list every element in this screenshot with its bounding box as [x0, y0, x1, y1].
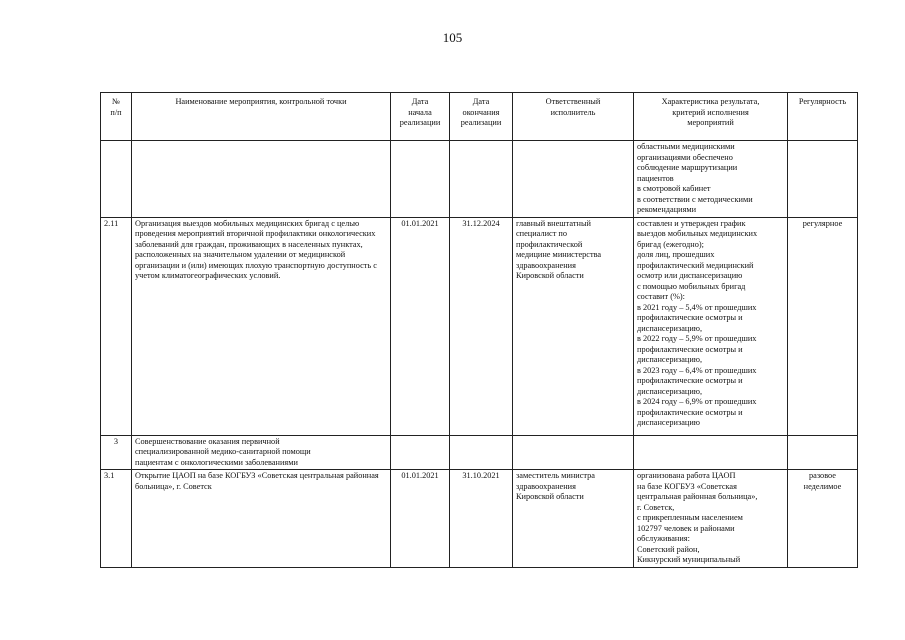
- row-result: организована работа ЦАОП на базе КОГБУЗ «Советская центральная районная больница», г. Советск, с прикрепленным населением 102797 человек и районами обслуживания: Советский район, Кикнурский муниципальный: [634, 470, 788, 568]
- table-row: [101, 470, 858, 568]
- header-regularity: Регулярность: [788, 93, 858, 141]
- row-result: [634, 435, 788, 470]
- row-start-date: [391, 141, 450, 218]
- row-regularity: регулярное: [788, 217, 858, 435]
- row-name: Совершенствование оказания первичной специализированной медико-санитарной помощи пациентам с онкологическими заболеваниями: [132, 435, 391, 470]
- row-result: составлен и утвержден график выездов мобильных медицинских бригад (ежегодно); доля лиц, прошедших профилактический медицинский осмотр или диспансеризацию с помощью мобильных бригад составит (%): в 2021 году – 5,4% от прошедших профилактические осмотры и диспансеризацию, в 2022 году – 5,9% от прошедших профилактические осмотры и диспансеризацию, в 2023 году – 6,4% от прошедших профилактические осмотры и диспансеризацию, в 2024 году – 6,9% от прошедших профилактические осмотры и диспансеризацию: [634, 217, 788, 435]
- row-responsible: [513, 435, 634, 470]
- row-end-date: 31.10.2021: [450, 470, 513, 568]
- header-start-date: Дата начала реализации: [391, 93, 450, 141]
- row-regularity: [788, 435, 858, 470]
- table-header-row: [101, 93, 858, 141]
- row-name: [132, 141, 391, 218]
- row-regularity: [788, 141, 858, 218]
- row-name: Организация выездов мобильных медицинских бригад с целью проведения мероприятий вторичной профилактики онкологических заболеваний для граждан, проживающих в населенных пунктах, расположенных на значительном удалении от медицинской организации и (или) имеющих плохую транспортную доступность с учетом климатогеографических условий.: [132, 217, 391, 435]
- page-number: 105: [442, 30, 463, 45]
- plan-table: [100, 92, 858, 568]
- row-num: 3.1: [101, 470, 132, 568]
- header-responsible: Ответственный исполнитель: [513, 93, 634, 141]
- table-row: [101, 435, 858, 470]
- row-responsible: главный внештатный специалист по профилактической медицине министерства здравоохранения Кировской области: [513, 217, 634, 435]
- header-num: № п/п: [101, 93, 132, 141]
- row-num: 2.11: [101, 217, 132, 435]
- row-start-date: [391, 435, 450, 470]
- row-name: Открытие ЦАОП на базе КОГБУЗ «Советская центральная районная больница», г. Советск: [132, 470, 391, 568]
- row-num: 3: [101, 435, 132, 470]
- row-responsible: [513, 141, 634, 218]
- row-regularity: разовое неделимое: [788, 470, 858, 568]
- table-row: [101, 217, 858, 435]
- row-responsible: заместитель министра здравоохранения Кировской области: [513, 470, 634, 568]
- header-result: Характеристика результата, критерий исполнения мероприятий: [634, 93, 788, 141]
- row-result: областными медицинскими организациями обеспечено соблюдение маршрутизации пациентов в смотровой кабинет в соответствии с методическими рекомендациями: [634, 141, 788, 218]
- row-start-date: 01.01.2021: [391, 470, 450, 568]
- row-end-date: [450, 435, 513, 470]
- header-end-date: Дата окончания реализации: [450, 93, 513, 141]
- row-num: [101, 141, 132, 218]
- row-end-date: 31.12.2024: [450, 217, 513, 435]
- row-start-date: 01.01.2021: [391, 217, 450, 435]
- header-name: Наименование мероприятия, контрольной точки: [132, 93, 391, 141]
- table-row: [101, 141, 858, 218]
- row-end-date: [450, 141, 513, 218]
